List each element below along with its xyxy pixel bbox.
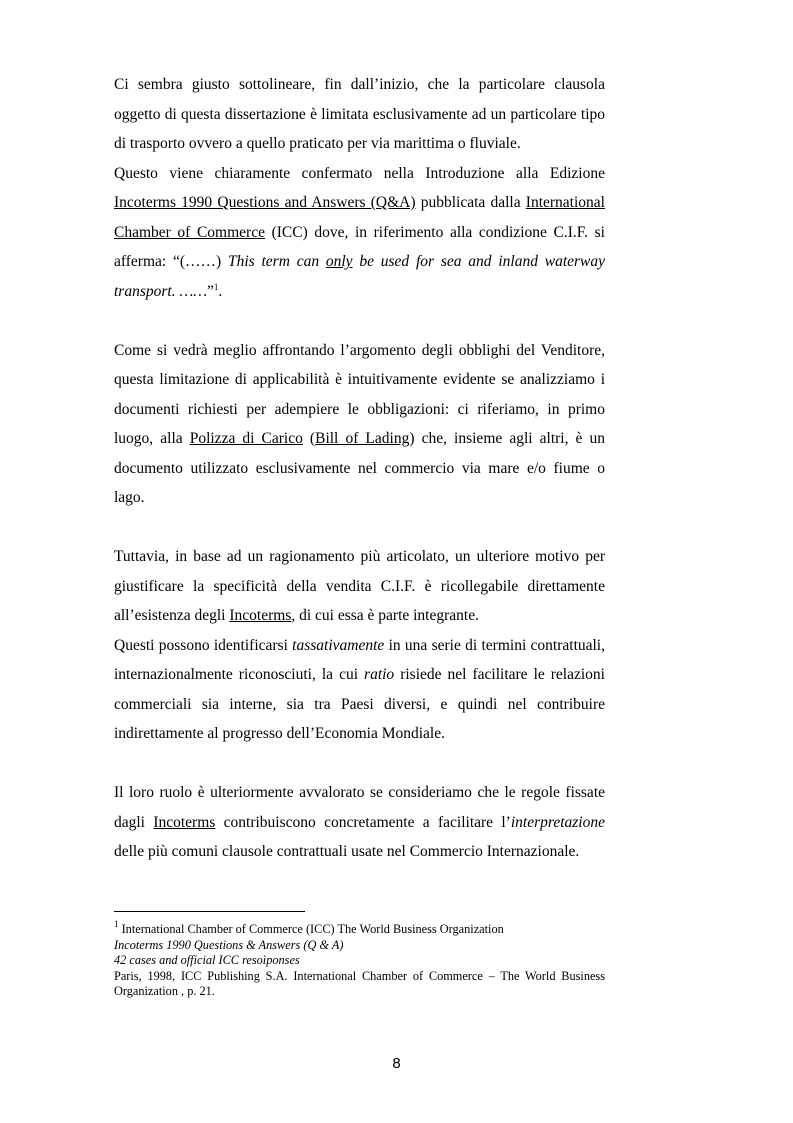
footnote-line-1 [114, 919, 605, 938]
italic-term: tassativamente [292, 636, 385, 654]
footnote-number: 1 [114, 919, 119, 929]
paragraph-1 [114, 70, 605, 159]
paragraph-text: contribuiscono concretamente a facilitare l’ [215, 813, 511, 831]
footnote-text: International Chamber of Commerce (ICC) The World Business Organization [118, 922, 504, 936]
paragraph-6 [114, 778, 605, 867]
italic-term: interpretazione [510, 813, 605, 831]
paragraph-2 [114, 159, 605, 307]
paragraph-text: Come si vedrà meglio affrontando l’argomento degli obblighi del Venditore, questa limitazione di applicabilità è intuitivamente evidente se analizziamo i documenti richiesti per adempiere le obbligazioni: ci riferiamo, in primo luogo, alla [114, 341, 605, 447]
paragraph-text: (ICC) dove, in riferimento alla condizione C.I.F. si afferma: “(……) [114, 223, 605, 270]
body-text [114, 70, 605, 867]
paragraph-3 [114, 336, 605, 513]
page-number: 8 [392, 1055, 401, 1072]
incoterms-reference: Incoterms [153, 813, 216, 831]
paragraph-text: , di cui essa è parte integrante. [291, 607, 479, 624]
paragraph-text: risiede nel facilitare le relazioni commerciali sia interne, sia tra Paesi diversi, e quindi nel contribuire indirettamente al progresso dell’Economia Mondiale. [114, 666, 605, 742]
paragraph-text: pubblicata dalla [415, 194, 526, 211]
paragraph-text: Tuttavia, in base ad un ragionamento più articolato, un ulteriore motivo per giustificare la specificità della vendita C.I.F. è ricollegabile direttamente all’esistenza degli [114, 548, 605, 624]
quote-text: be used for sea and inland waterway transport. …… [114, 253, 606, 300]
footnote-line-4: Paris, 1998, ICC Publishing S.A. International Chamber of Commerce – The World Business Organization , p. 21. [114, 968, 605, 998]
footnote-line-3: 42 cases and official ICC resoìponses [114, 953, 300, 967]
paragraph-gap [114, 513, 605, 543]
bill-of-lading-reference: Bill of Lading [315, 430, 410, 447]
paragraph-text: delle più comuni clausole contrattuali usate nel Commercio Internazionale. [114, 843, 580, 860]
paragraph-4 [114, 542, 605, 631]
footnote-separator [114, 911, 305, 912]
paragraph-text: Questi possono identificarsi [114, 636, 293, 654]
paragraph-text: Il loro ruolo è ulteriormente avvalorato se consideriamo che le regole fissate dagli [114, 784, 605, 831]
italic-term: ratio [364, 666, 395, 683]
footnote-reference: 1 [213, 281, 219, 292]
footnote [114, 919, 605, 1000]
footnote-line-2: Incoterms 1990 Questions & Answers (Q & A) [114, 937, 344, 952]
polizza-reference: Polizza di Carico [189, 430, 303, 447]
icc-reference: International Chamber of Commerce [114, 194, 605, 241]
paragraph-gap [114, 306, 605, 336]
paragraph-text: . [218, 282, 223, 300]
quote-emphasis: only [325, 253, 353, 270]
incoterms-reference: Incoterms [229, 607, 292, 624]
paragraph-text: in una serie di termini contrattuali, internazionalmente riconosciuti, la cui [114, 636, 605, 683]
paragraph-text: ) che, insieme agli altri, è un documento utilizzato esclusivamente nel commercio via mare e/o fiume o lago. [114, 430, 606, 506]
quote-text: This term can [228, 253, 326, 270]
paragraph-gap [114, 749, 605, 779]
incoterms-qa-reference: Incoterms 1990 Questions and Answers (Q&A) [114, 194, 416, 211]
paragraph-text: Ci sembra giusto sottolineare, fin dall’inizio, che la particolare clausola oggetto di questa dissertazione è limitata esclusivamente ad un particolare tipo di trasporto ovvero a quello praticato per via marittima o fluviale. [114, 76, 605, 152]
paragraph-text: ” [207, 282, 214, 300]
paragraph-text: ( [302, 430, 316, 447]
paragraph-text: Questo viene chiaramente confermato nella Introduzione alla Edizione [114, 164, 605, 182]
paragraph-5 [114, 631, 605, 749]
